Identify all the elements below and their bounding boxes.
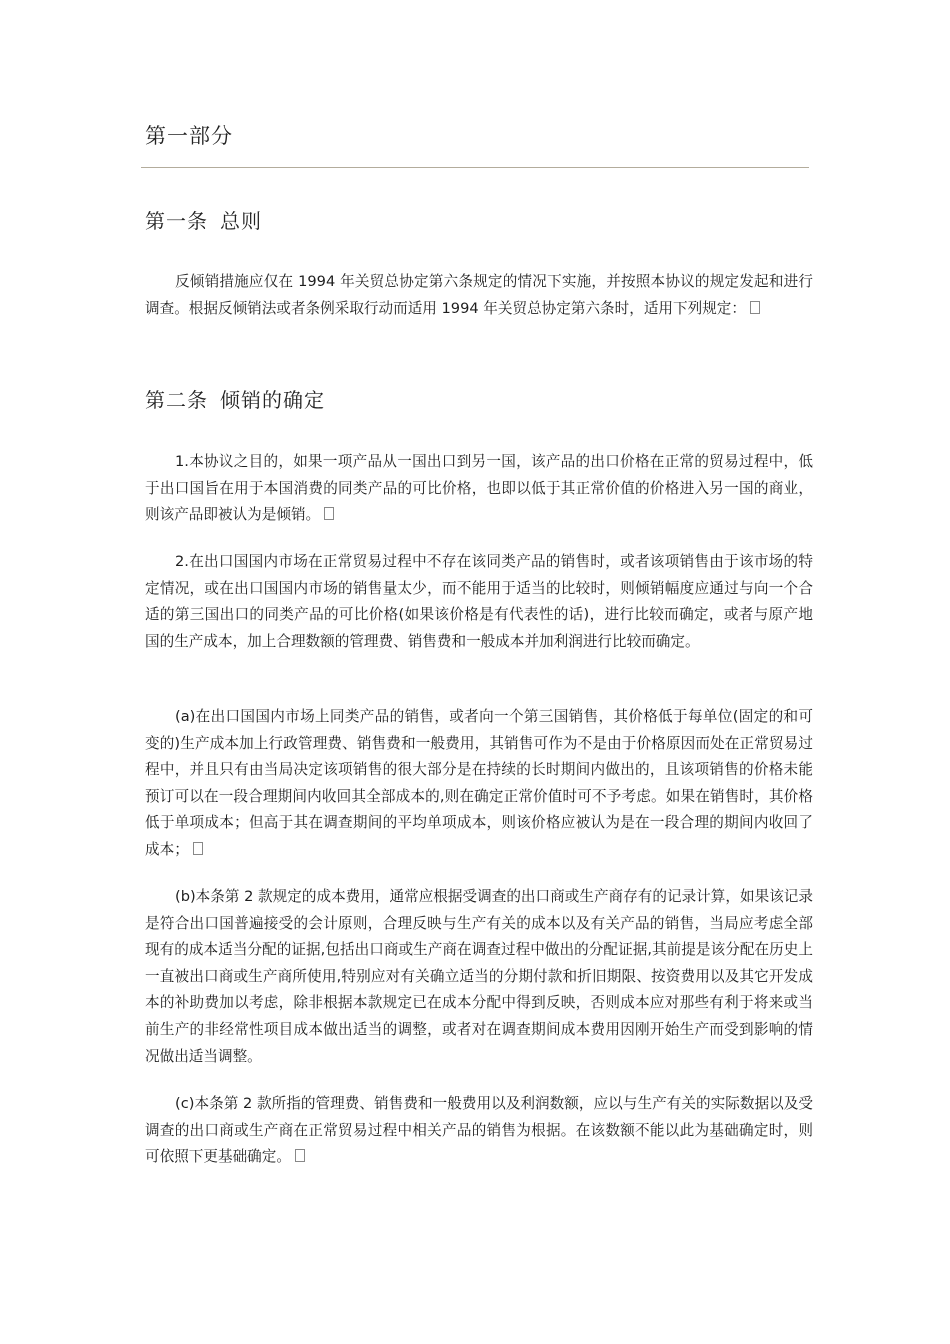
placeholder-box-icon	[324, 507, 334, 520]
article-2-paragraph-2: 2.在出口国国内市场在正常贸易过程中不存在该同类产品的销售时，或者该项销售由于该市场的特定情况，或在出口国国内市场的销售量太少，而不能用于适当的比较时，则倾销幅度应通过与向一个合适的第三国出口的同类产品的可比价格(如果该价格是有代表性的话)，进行比较而确定，或者与原产地国的生产成本，加上合理数额的管理费、销售费和一般成本并加利润进行比较而确定。	[145, 553, 813, 650]
placeholder-box-icon	[193, 842, 203, 855]
placeholder-box-icon	[295, 1149, 305, 1162]
article-1-paragraph-1: 反倾销措施应仅在 1994 年关贸总协定第六条规定的情况下实施，并按照本协议的规定发起和进行调查。根据反倾销法或者条例采取行动而适用 1994 年关贸总协定第六条时，适用下列规定：	[145, 273, 813, 317]
article-2-title: 倾销的确定	[220, 388, 325, 412]
article-2-heading	[145, 384, 325, 413]
article-1-number: 第一条	[145, 209, 208, 233]
article-2-paragraph-4: (b)本条第 2 款规定的成本费用，通常应根据受调查的出口商或生产商存有的记录计算，如果该记录是符合出口国普遍接受的会计原则，合理反映与生产有关的成本以及有关产品的销售，当局应考虑全部现有的成本适当分配的证据,包括出口商或生产商在调查过程中做出的分配证据,其前提是该分配在历史上一直被出口商或生产商所使用,特别应对有关确立适当的分期付款和折旧期限、按资费用以及其它开发成本的补助费加以考虑，除非根据本款规定已在成本分配中得到反映，否则成本应对那些有利于将来或当前生产的非经常性项目成本做出适当的调整，或者对在调查期间成本费用因刚开始生产而受到影响的情况做出适当调整。	[145, 888, 813, 1065]
article-2-paragraph-1: 1.本协议之目的，如果一项产品从一国出口到另一国，该产品的出口价格在正常的贸易过程中，低于出口国旨在用于本国消费的同类产品的可比价格，也即以低于其正常价值的价格进入另一国的商业，则该产品即被认为是倾销。	[145, 453, 813, 524]
part-title: 第一部分	[145, 124, 233, 148]
placeholder-box-icon	[750, 301, 760, 314]
article-2-paragraph-3: (a)在出口国国内市场上同类产品的销售，或者向一个第三国销售，其价格低于每单位(固定的和可变的)生产成本加上行政管理费、销售费和一般费用，其销售可作为不是由于价格原因而处在正常贸易过程中，并且只有由当局决定该项销售的很大部分是在持续的长时期间内做出的，且该项销售的价格未能预订可以在一段合理期间内收回其全部成本的,则在确定正常价值时可不予考虑。如果在销售时，其价格低于单项成本；但高于其在调查期间的平均单项成本，则该价格应被认为是在一段合理的期间内收回了成本；	[145, 708, 813, 858]
article-2-number: 第二条	[145, 388, 208, 412]
article-2-paragraph-5: (c)本条第 2 款所指的管理费、销售费和一般费用以及利润数额，应以与生产有关的实际数据以及受调查的出口商或生产商在正常贸易过程中相关产品的销售为根据。在该数额不能以此为基础确定时，则可依照下更基础确定。	[145, 1095, 813, 1166]
article-1-title: 总则	[220, 209, 262, 233]
article-1-heading	[145, 205, 262, 234]
horizontal-rule	[141, 167, 809, 168]
